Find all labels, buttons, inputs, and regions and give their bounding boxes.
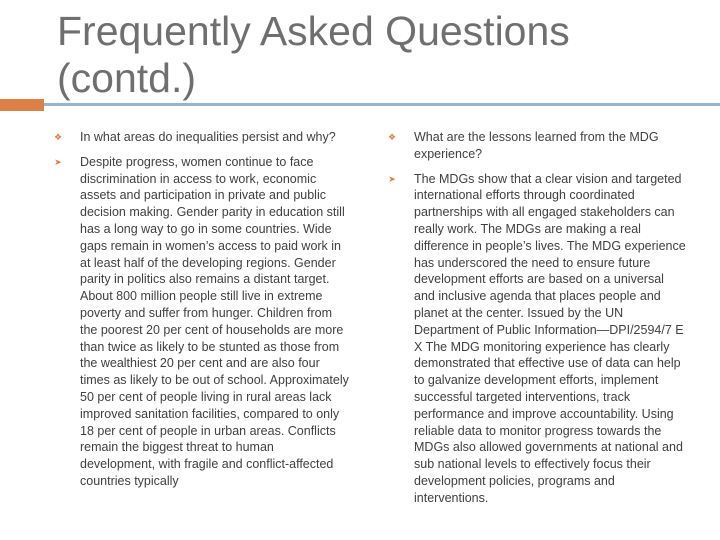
arrowhead-bullet-icon: ➤ <box>388 173 396 184</box>
title-rule-line <box>44 103 720 106</box>
left-answer-text: Despite progress, women continue to face discrimination in access to work, economic assets and participation in private and public decision making. Gender parity in education still has a long way to go in some countries. Wide gaps remain in women’s access to paid work in at least half of the developing regions. Gender parity in politics also remains a distant target. About 800 million people still live in extreme poverty and suffer from hunger. Children from the poorest 20 per cent of households are more than twice as likely to be stunted as those from the wealthiest 20 per cent and are also four times as likely to be out of school. Approximately 50 per cent of people living in rural areas lack improved sanitation facilities, compared to only 18 per cent of people in urban areas. Conflicts remain the biggest threat to human development, with fragile and conflict-affected countries typically <box>80 154 349 488</box>
right-column <box>386 129 686 515</box>
diamond-bullet-icon: ❖ <box>53 132 63 142</box>
arrowhead-bullet-icon: ➤ <box>54 156 62 167</box>
right-answer-text: The MDGs show that a clear vision and targeted international efforts through coordinated partnerships with all engaged stakeholders can really work. The MDGs are making a real difference in people’s lives. The MDG experience has underscored the need to ensure future development efforts are based on a universal and inclusive agenda that places people and planet at the center. Issued by the UN Department of Public Information—DPI/2594/7 E X The MDG monitoring experience has clearly demonstrated that effective use of data can help to galvanize development efforts, implement successful targeted interventions, track performance and improve accountability. Using reliable data to monitor progress towards the MDGs also allowed governments at national and sub national levels to effectively focus their development policies, programs and interventions. <box>414 171 686 505</box>
left-column <box>52 129 352 498</box>
title-line-1: Frequently Asked Questions <box>57 8 570 54</box>
right-question-item <box>386 129 686 163</box>
accent-bar <box>0 99 44 111</box>
right-answer-item <box>386 171 686 507</box>
diamond-bullet-icon: ❖ <box>387 132 397 142</box>
left-answer-item <box>52 154 352 490</box>
slide-title <box>57 8 697 102</box>
left-question-item <box>52 129 352 146</box>
left-question-text: In what areas do inequalities persist and why? <box>80 130 336 144</box>
right-question-text: What are the lessons learned from the MDG experience? <box>414 130 659 161</box>
title-line-2: (contd.) <box>57 55 196 101</box>
